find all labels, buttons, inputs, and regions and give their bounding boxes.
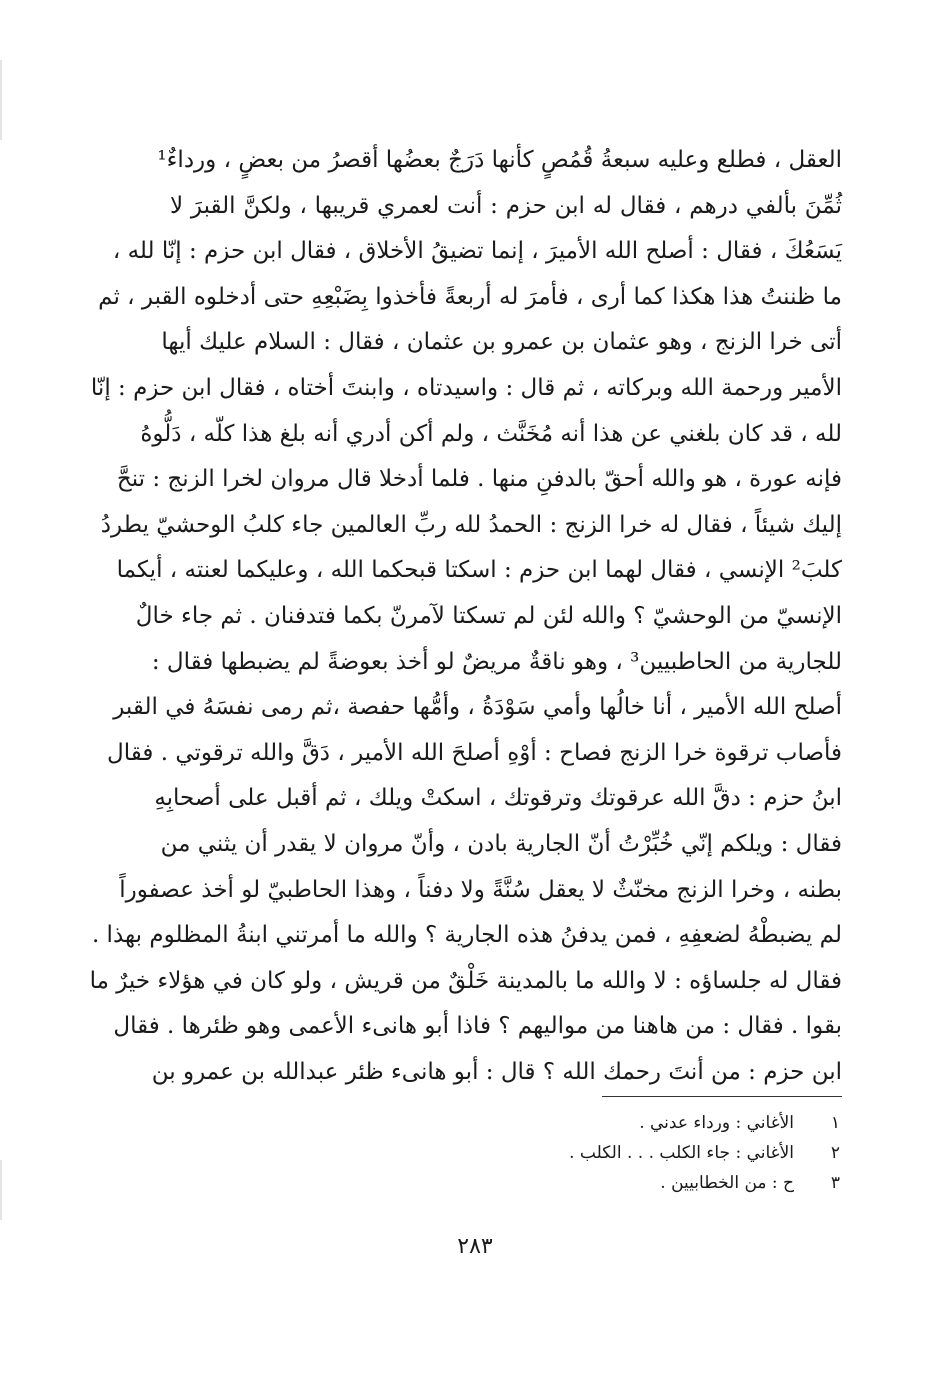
scan-edge-mark (0, 1160, 2, 1220)
text-line: أصلح الله الأمير ، أنا خالُها وأمي سَوْدَةُ ، وأمُّها حفصة ،ثم رمى نفسَهُ في القبر (113, 694, 842, 721)
footnote-text: الأغاني : جاء الكلب . . . الكلب . (569, 1143, 794, 1163)
text-line: يَسَعُكَ ، فقال : أصلح الله الأميرَ ، إنما تضيقُ الأخلاق ، فقال ابن حزم : إنّا لله ، (112, 238, 842, 265)
text-line: كلبَ² الإنسي ، فقال لهما ابن حزم : اسكتا قبحكما الله ، وعليكما لعنته ، أيكما (116, 557, 842, 584)
text-line: العقل ، فطلع وعليه سبعةُ قُمُصٍ كأنها دَرَجٌ بعضُها أقصرُ من بعضٍ ، ورداءٌ¹ (157, 147, 842, 173)
scan-edge-mark (0, 60, 2, 140)
text-line: ابنُ حزم : دقَّ الله عرقوتك وترقوتك ، اسكتْ ويلك ، ثم أقبل على أصحابِهِ (154, 785, 842, 812)
page-number: ٢٨٣ (457, 1234, 493, 1259)
text-line: للجارية من الحاطبيين³ ، وهو ناقةٌ مريضٌ لو أخذ بعوضةً لم يضبطها فقال : (151, 648, 842, 675)
text-line: فإنه عورة ، هو والله أحقّ بالدفنِ منها . فلما أدخلا قال مروان لخرا الزنج : تنحَّ (116, 466, 842, 493)
text-line: لله ، قد كان بلغني عن هذا أنه مُخَنَّث ، ولم أكن أدري أنه بلغ هذا كلّه ، دَلُّوهُ (140, 420, 842, 447)
text-line: إليك شيئاً ، فقال له خرا الزنج : الحمدُ لله ربِّ العالمين جاء كلبُ الوحشيّ يطردُ (100, 511, 842, 538)
footnote-text: الأغاني : ورداء عدني . (639, 1113, 794, 1133)
text-line: أتى خرا الزنج ، وهو عثمان بن عمرو بن عثمان ، فقال : السلام عليك أيها (161, 329, 842, 356)
main-text (89, 138, 842, 1095)
text-line: الإنسيّ من الوحشيّ ؟ والله لئن لم تسكتا لآمرنّ بكما فتدفنان . ثم جاء خالٌ (135, 602, 842, 629)
footnote-number: ١ (830, 1113, 840, 1133)
footnote (300, 1138, 842, 1168)
text-line: فأصاب ترقوة خرا الزنج فصاح : أوْهِ أصلحَ الله الأمير ، دَقَّ والله ترقوتي . فقال (107, 739, 842, 766)
text-line: فقال : ويلكم إنّي خُبِّرْتُ أنّ الجارية بادن ، وأنّ مروان لا يقدر أن يثني من (160, 830, 842, 857)
text-line: ما ظننتُ هذا هكذا كما أرى ، فأمرَ له أربعةً فأخذوا بِضَبْعِهِ حتى أدخلوه القبر ، ثم (98, 283, 842, 310)
text-line: ابن حزم : من أنتَ رحمك الله ؟ قال : أبو هانىء ظئر عبدالله بن عمرو بن (151, 1058, 842, 1085)
footnote-text: ح : من الخطابيين . (660, 1173, 794, 1193)
text-line: بقوا . فقال : من هاهنا من مواليهم ؟ فاذا أبو هانىء الأعمى وهو ظئرها . فقال (113, 1013, 842, 1040)
footnote (300, 1168, 842, 1198)
footnotes (300, 1108, 842, 1198)
text-line: ثُمِّنَ بألفي درهم ، فقال له ابن حزم : أنت لعمري قريبها ، ولكنَّ القبرَ لا (170, 192, 842, 219)
text-line: فقال له جلساؤه : لا والله ما بالمدينة خَلْقٌ من قريش ، ولو كان في هؤلاء خيرٌ ما (89, 967, 842, 994)
footnote (300, 1108, 842, 1138)
footnote-divider (602, 1096, 842, 1097)
text-line: الأمير ورحمة الله وبركاته ، ثم قال : واسيدتاه ، وابنتَ أختاه ، فقال ابن حزم : إنّا (90, 374, 842, 401)
footnote-number: ٢ (830, 1143, 840, 1163)
text-line: لم يضبطْهُ لضعفِهِ ، فمن يدفنُ هذه الجارية ؟ والله ما أمرتني ابنةُ المظلوم بهذا . (91, 922, 842, 949)
text-line: بطنه ، وخرا الزنج مخنّثٌ لا يعقل سُنَّةً ولا دفناً ، وهذا الحاطبيّ لو أخذ عصفوراً (119, 876, 842, 903)
footnote-number: ٣ (830, 1173, 840, 1193)
